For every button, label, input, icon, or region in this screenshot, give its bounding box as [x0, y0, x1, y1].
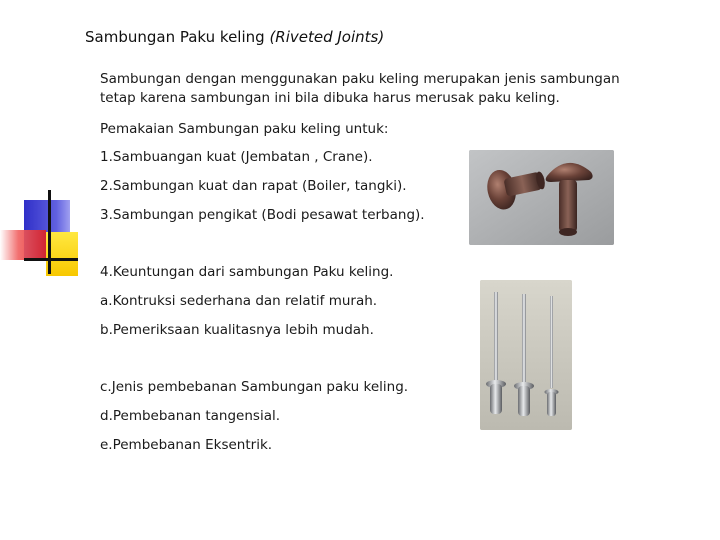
- decor-horizontal-line: [24, 258, 78, 261]
- list-item-d: d.Pembebanan tangensial.: [100, 408, 281, 424]
- solid-rivets-photo: [469, 150, 614, 245]
- blind-rivets-photo: [480, 280, 572, 430]
- slide-title: [85, 28, 384, 46]
- intro-line-1: Sambungan dengan menggunakan paku keling merupakan jenis sambungan: [100, 71, 620, 87]
- solid-rivets-illustration: [469, 150, 614, 245]
- intro-line-2: tetap karena sambungan ini bila dibuka harus merusak paku keling.: [100, 90, 560, 106]
- list-item-e: e.Pembebanan Eksentrik.: [100, 437, 273, 453]
- list-item-4: 4.Keuntungan dari sambungan Paku keling.: [100, 264, 394, 280]
- title-main: Sambungan Paku keling: [85, 28, 265, 46]
- list-item-b: b.Pemeriksaan kualitasnya lebih mudah.: [100, 322, 374, 338]
- title-subtitle: (Riveted Joints): [269, 28, 385, 46]
- decor-vertical-line: [48, 190, 51, 274]
- usage-heading: Pemakaian Sambungan paku keling untuk:: [100, 121, 389, 137]
- list-item-c: c.Jenis pembebanan Sambungan paku keling.: [100, 379, 409, 395]
- list-item-2: 2.Sambungan kuat dan rapat (Boiler, tangki).: [100, 178, 407, 194]
- decor-red-block: [0, 230, 46, 260]
- list-item-1: 1.Sambuangan kuat (Jembatan , Crane).: [100, 149, 373, 165]
- list-item-3: 3.Sambungan pengikat (Bodi pesawat terbang).: [100, 207, 425, 223]
- list-item-a: a.Kontruksi sederhana dan relatif murah.: [100, 293, 378, 309]
- blind-rivets-illustration: [480, 280, 572, 430]
